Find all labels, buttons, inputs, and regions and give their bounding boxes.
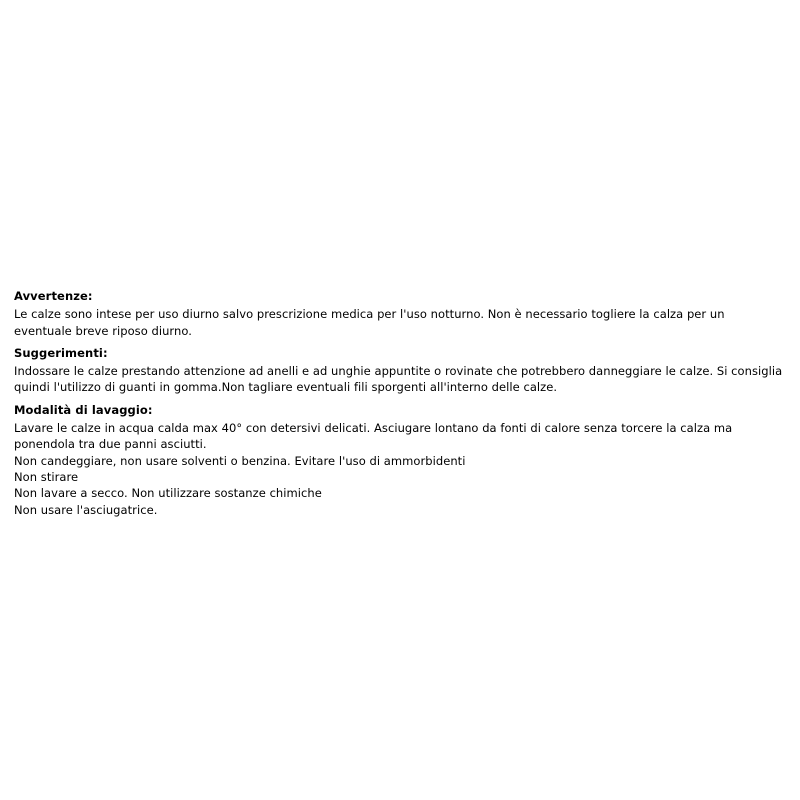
section-heading-modalita-di-lavaggio: Modalità di lavaggio: (14, 402, 153, 417)
section-suggerimenti (14, 345, 786, 396)
section-heading-suggerimenti: Suggerimenti: (14, 345, 108, 360)
section-body-suggerimenti (14, 363, 786, 396)
paragraph: Non candeggiare, non usare solventi o benzina. Evitare l'uso di ammorbidenti (14, 453, 466, 468)
document-content (14, 288, 786, 520)
section-body-avvertenze (14, 306, 786, 339)
paragraph: Le calze sono intese per uso diurno salvo prescrizione medica per l'uso notturno. Non è necessario togliere la calza per un eventuale breve riposo diurno. (14, 307, 725, 338)
section-body-modalita-di-lavaggio (14, 420, 786, 518)
paragraph: Non usare l'asciugatrice. (14, 502, 158, 517)
paragraph: Non lavare a secco. Non utilizzare sostanze chimiche (14, 486, 322, 501)
paragraph: Lavare le calze in acqua calda max 40° con detersivi delicati. Asciugare lontano da fonti di calore senza torcere la calza ma ponendola tra due panni asciutti. (14, 421, 733, 452)
section-avvertenze (14, 288, 786, 339)
paragraph: Indossare le calze prestando attenzione ad anelli e ad unghie appuntite o rovinate che potrebbero danneggiare le calze. Si consiglia quindi l'utilizzo di guanti in gomma.Non tagliare eventuali fili sporgenti all'interno delle calze. (14, 364, 783, 395)
section-modalita-di-lavaggio (14, 402, 786, 518)
paragraph: Non stirare (14, 470, 79, 485)
section-heading-avvertenze: Avvertenze: (14, 289, 93, 303)
